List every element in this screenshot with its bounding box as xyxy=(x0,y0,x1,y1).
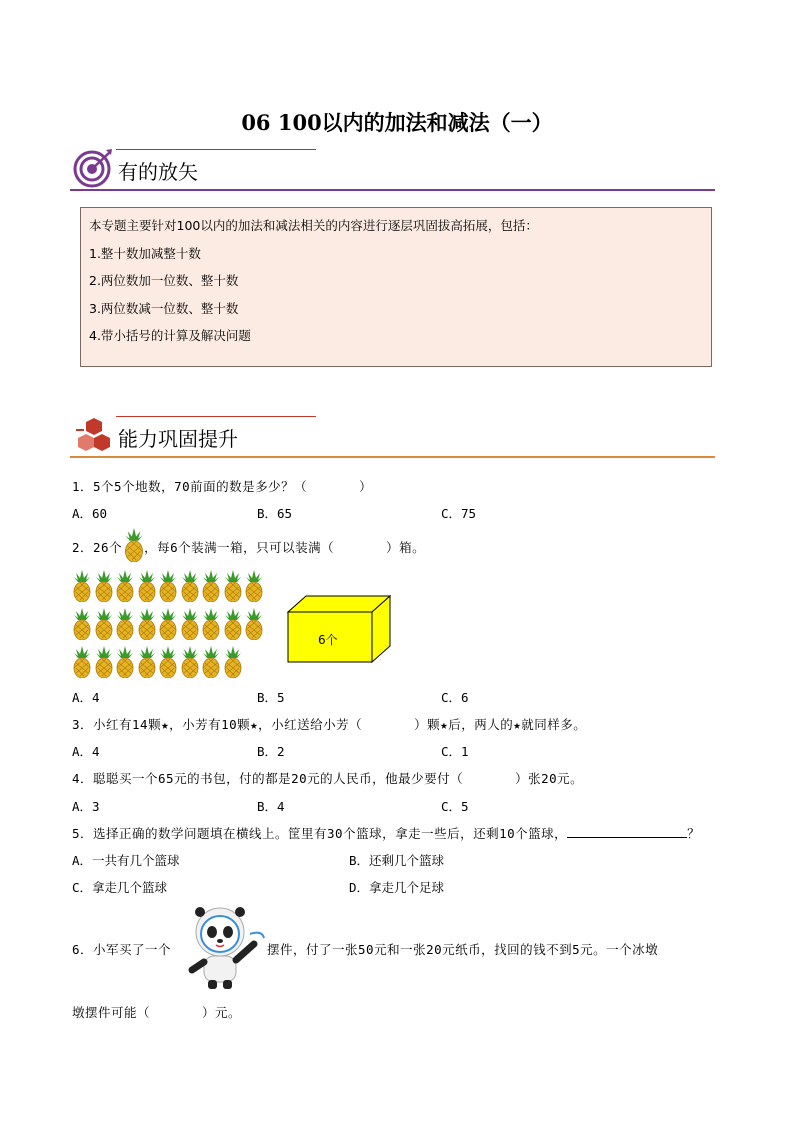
question-text: 摆件，付了一张50元和一张20元纸币，找回的钱不到5元。一个冰墩 xyxy=(267,942,659,957)
question-1: 1．5个5个地数，70前面的数是多少？（ ） xyxy=(72,479,373,494)
intro-item: 1.整十数加减整十数 xyxy=(89,245,201,261)
section-label: 能力巩固提升 xyxy=(118,427,238,451)
option-c[interactable]: C．75 xyxy=(441,506,477,521)
intro-item: 3.两位数减一位数、整十数 xyxy=(89,300,239,316)
intro-box xyxy=(80,207,712,367)
pineapple-icon xyxy=(94,646,114,682)
pineapple-icon xyxy=(244,570,264,606)
option-b[interactable]: B．2 xyxy=(257,744,285,759)
option-c[interactable]: C．5 xyxy=(441,799,469,814)
option-a[interactable]: A．4 xyxy=(72,690,100,705)
page-title: 06 100以内的加法和减法（一） xyxy=(241,110,553,135)
question-text: ？ xyxy=(687,826,701,841)
pineapple-icon xyxy=(115,608,135,644)
intro-item: 2.两位数加一位数、整十数 xyxy=(89,273,239,288)
question-6 xyxy=(72,940,658,958)
option-c[interactable]: C．拿走几个篮球 xyxy=(72,880,168,895)
option-b[interactable]: B．还剩几个篮球 xyxy=(349,853,445,868)
pineapple-icon xyxy=(201,646,221,682)
pineapple-icon xyxy=(180,646,200,682)
pineapple-icon xyxy=(72,570,92,606)
pineapple-icon xyxy=(158,570,178,606)
question-text: 6．小军买了一个 xyxy=(72,942,172,957)
option-c[interactable]: C．1 xyxy=(441,744,469,759)
pineapple-icon xyxy=(72,646,92,682)
pineapple-icon xyxy=(223,570,243,606)
pineapple-icon xyxy=(158,608,178,644)
panda-mascot-illustration xyxy=(180,904,270,990)
question-4: 4．聪聪买一个65元的书包，付的都是20元的人民币，他最少要付（ ）张20元。 xyxy=(72,771,584,786)
option-a[interactable]: A．3 xyxy=(72,799,100,814)
question-text: 5．选择正确的数学问题填在横线上。筐里有30个篮球，拿走一些后，还剩10个篮球， xyxy=(72,826,568,841)
pineapple-icon xyxy=(72,608,92,644)
pineapple-icon xyxy=(201,608,221,644)
target-icon xyxy=(72,147,114,189)
question-6-line2: 墩摆件可能（ ）元。 xyxy=(72,1005,242,1020)
option-a[interactable]: A．4 xyxy=(72,744,100,759)
pineapple-icon xyxy=(137,646,157,682)
option-b[interactable]: B．65 xyxy=(257,506,293,521)
section-header-goals xyxy=(70,145,715,191)
intro-lead: 本专题主要针对100以内的加法和减法相关的内容进行逐层巩固拔高拓展，包括： xyxy=(89,218,538,233)
pineapple-icon xyxy=(244,608,264,644)
pineapple-icon xyxy=(201,570,221,606)
hexagon-molecule-icon xyxy=(70,414,114,458)
pineapple-icon xyxy=(180,570,200,606)
section-label: 有的放矢 xyxy=(118,160,198,184)
box-label: 6个 xyxy=(318,633,338,647)
box-cube-illustration xyxy=(284,594,394,664)
pineapple-icon xyxy=(137,570,157,606)
option-b[interactable]: B．5 xyxy=(257,690,285,705)
question-text: 2．26个 xyxy=(72,540,123,555)
option-a[interactable]: A．一共有几个篮球 xyxy=(72,853,180,868)
pineapple-icon xyxy=(115,646,135,682)
option-d[interactable]: D．拿走几个足球 xyxy=(349,880,445,895)
section-header-practice xyxy=(70,412,715,458)
pineapple-icon xyxy=(94,608,114,644)
option-a[interactable]: A．60 xyxy=(72,506,108,521)
pineapple-icon xyxy=(123,528,145,566)
option-c[interactable]: C．6 xyxy=(441,690,469,705)
question-3: 3．小红有14颗★，小芳有10颗★，小红送给小芳（ ）颗★后，两人的★就同样多。 xyxy=(72,717,587,732)
pineapple-icon xyxy=(223,608,243,644)
intro-item: 4.带小括号的计算及解决问题 xyxy=(89,328,251,343)
question-text: ，每6个装满一箱，只可以装满（ ）箱。 xyxy=(144,540,426,555)
answer-blank[interactable] xyxy=(567,825,687,838)
pineapple-icon xyxy=(115,570,135,606)
pineapple-icon xyxy=(223,646,243,682)
pineapple-icon xyxy=(158,646,178,682)
question-5 xyxy=(72,824,700,842)
pineapple-icon xyxy=(94,570,114,606)
pineapple-icon xyxy=(180,608,200,644)
pineapple-icon xyxy=(137,608,157,644)
option-b[interactable]: B．4 xyxy=(257,799,285,814)
